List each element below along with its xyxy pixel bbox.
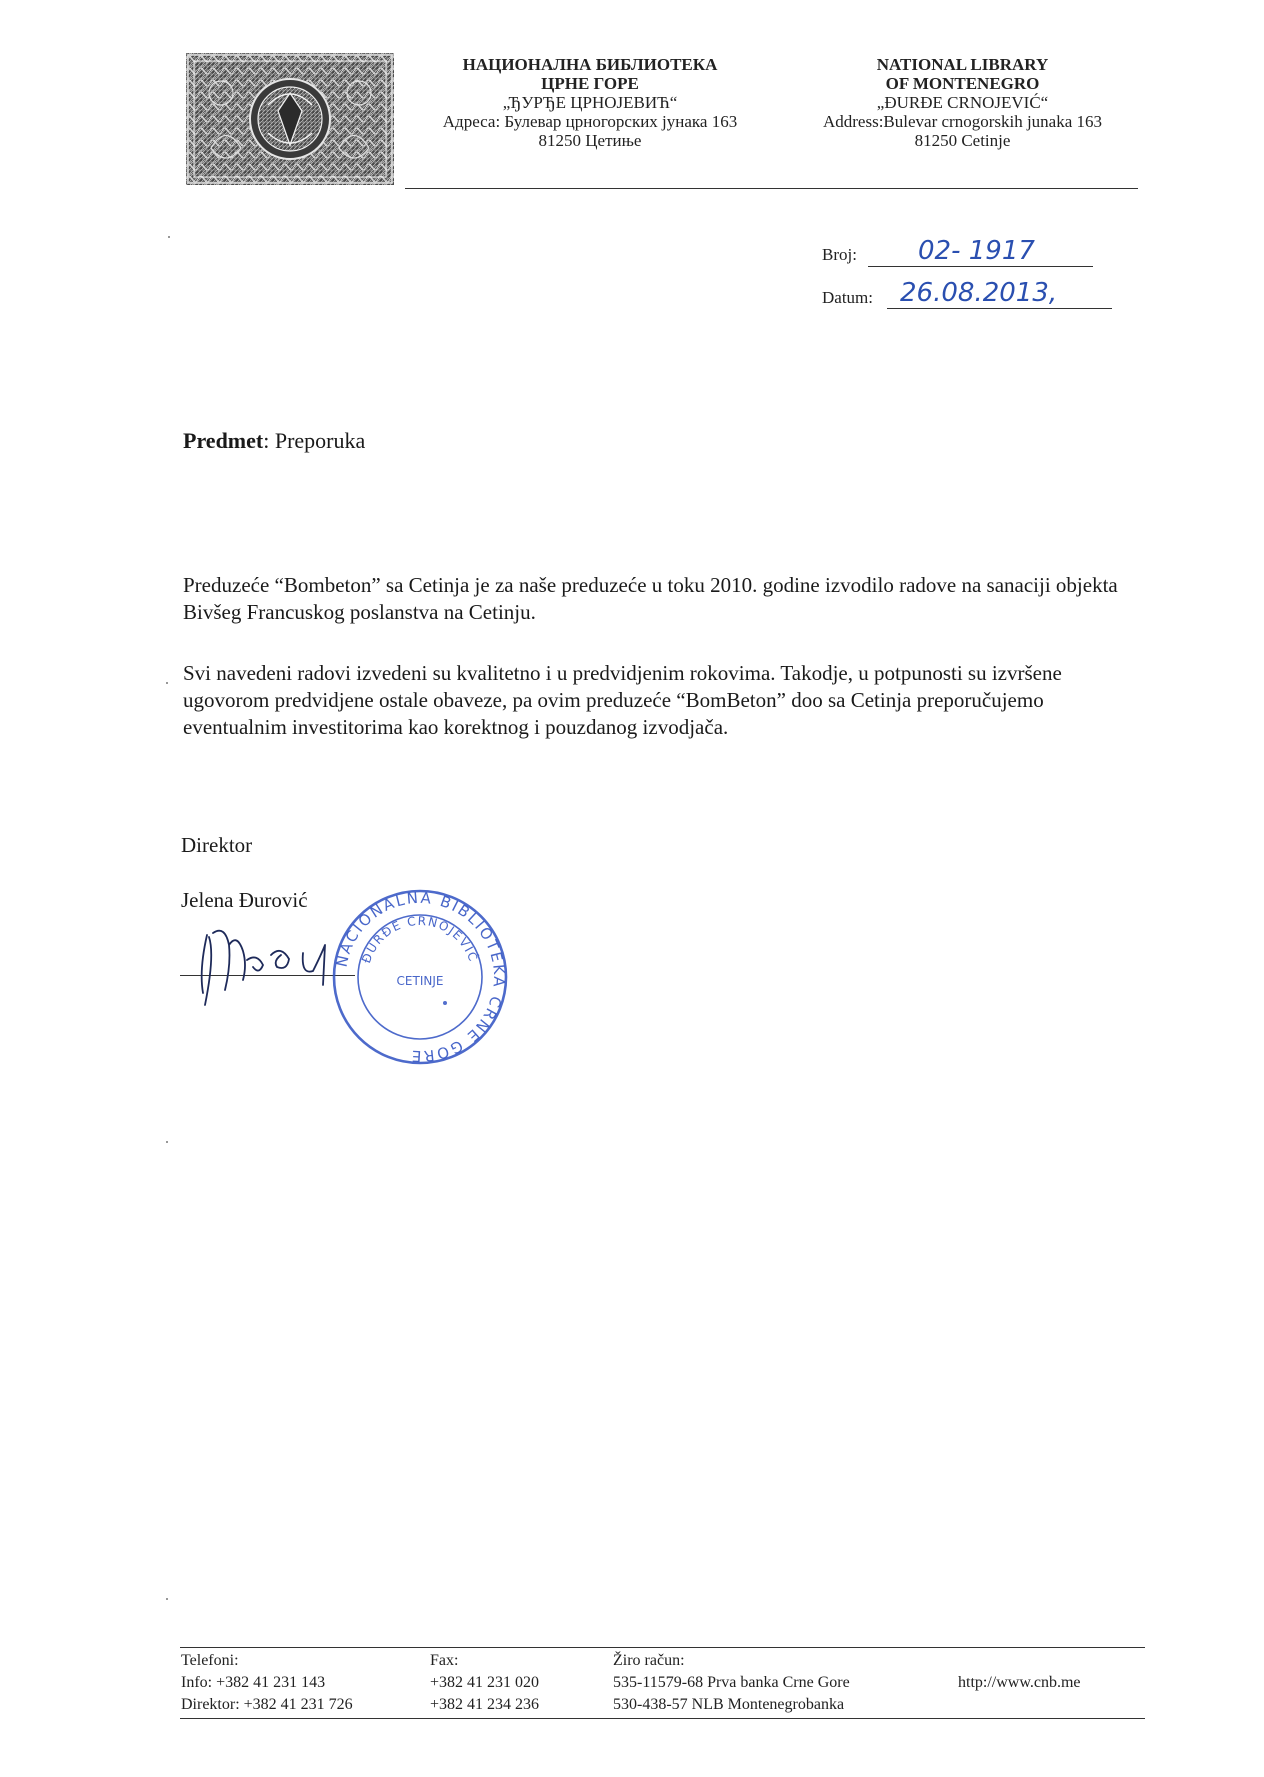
- footer-account-2: 530-438-57 NLB Montenegrobanka: [613, 1696, 845, 1713]
- broj-line: [868, 266, 1093, 267]
- footer-phones-label: Telefoni:: [181, 1652, 239, 1669]
- footer-bottom-rule: [180, 1718, 1145, 1719]
- broj-label: Broj:: [822, 245, 857, 264]
- header-latin: [795, 55, 1130, 150]
- header-cyrillic: [410, 55, 770, 150]
- subject-line: [183, 428, 365, 454]
- scan-dot: [166, 682, 168, 684]
- footer-website-link[interactable]: http://www.cnb.me: [958, 1674, 1081, 1691]
- subject-text: : Preporuka: [263, 428, 366, 453]
- footer-website[interactable]: [958, 1672, 1081, 1694]
- stamp-outer-text: NACIONALNA BIBLIOTEKA CRNE GORE: [332, 888, 509, 1066]
- header-cyr-line1: НАЦИОНАЛНА БИБЛИОТЕКА: [462, 55, 718, 74]
- header-cyr-line3: „ЂУРЂЕ ЦРНОЈЕВИЋ“: [502, 93, 678, 112]
- header-lat-city: 81250 Cetinje: [914, 131, 1011, 150]
- header-lat-line3: „ĐURĐE CRNOJEVIĆ“: [876, 93, 1049, 112]
- datum-label: Datum:: [822, 288, 873, 307]
- stamp-inner-text: ĐURĐE CRNOJEVIĆ: [359, 913, 481, 966]
- footer-account-label: Žiro račun:: [613, 1652, 685, 1669]
- scan-dot: [166, 1598, 168, 1600]
- subject-label: Predmet: [183, 428, 264, 453]
- footer-fax-2: +382 41 234 236: [430, 1696, 540, 1713]
- header-cyr-line2: ЦРНЕ ГОРЕ: [541, 74, 639, 93]
- footer-fax-1: +382 41 231 020: [430, 1674, 540, 1691]
- footer-account-1: 535-11579-68 Prva banka Crne Gore: [613, 1674, 850, 1691]
- footer-fax: [430, 1650, 539, 1716]
- footer-fax-label: Fax:: [430, 1652, 459, 1669]
- library-logo: [186, 53, 394, 185]
- footer-top-rule: [180, 1647, 1145, 1648]
- header-cyr-city: 81250 Цетиње: [538, 131, 642, 150]
- signatory-name: Jelena Đurović: [181, 888, 308, 912]
- header-lat-line2: OF MONTENEGRO: [885, 74, 1040, 93]
- footer-phones: [181, 1650, 353, 1716]
- datum-value: 26.08.2013,: [900, 278, 1058, 308]
- footer-phone-info: Info: +382 41 231 143: [181, 1674, 326, 1691]
- header-lat-address: Address:Bulevar crnogorskih junaka 163: [822, 112, 1103, 131]
- stamp-center-text: CETINJE: [396, 974, 444, 988]
- signatory-title: Direktor: [181, 833, 253, 857]
- scan-dot: [168, 236, 170, 238]
- footer-account: [613, 1650, 850, 1716]
- header-lat-line1: NATIONAL LIBRARY: [876, 55, 1049, 74]
- body-paragraph-1: Preduzeće “Bombeton” sa Cetinja je za naše preduzeće u toku 2010. godine izvodilo radove na sanaciji objekta Bivšeg Francuskog poslanstva na Cetinju.: [183, 573, 1118, 624]
- scan-dot: [166, 1141, 168, 1143]
- header-cyr-address: Адреса: Булевар црногорских јунака 163: [442, 112, 738, 131]
- handwritten-signature: [185, 915, 345, 1015]
- header-divider: [405, 188, 1138, 189]
- footer-phone-director: Direktor: +382 41 231 726: [181, 1696, 353, 1713]
- body-paragraph-2: Svi navedeni radovi izvedeni su kvalitetno i u predvidjenim rokovima. Takodje, u potpunosti su izvršene ugovorom predvidjene ostale obaveze, pa ovim preduzeće “BomBeton” doo sa Cetinja preporučujemo eventualnim investitorima kao korektnog i pouzdanog izvodjača.: [183, 661, 1062, 739]
- datum-line: [887, 308, 1112, 309]
- official-stamp: [325, 885, 515, 1070]
- broj-value: 02- 1917: [918, 236, 1035, 266]
